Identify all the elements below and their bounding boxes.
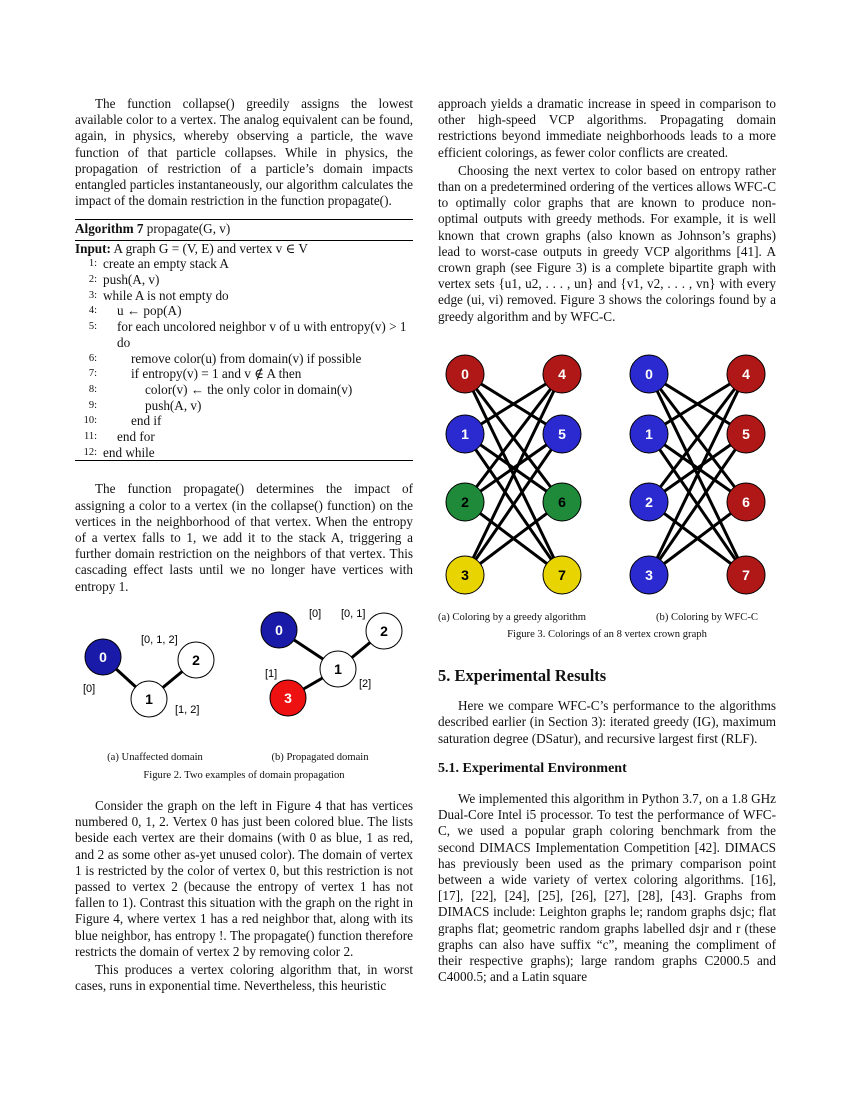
fig2a-domain-2: [0, 1, 2] xyxy=(141,633,178,646)
algorithm-line xyxy=(75,272,413,288)
algorithm-line-code: for each uncolored neighbor v of u with entropy(v) > 1 do xyxy=(117,319,407,350)
algorithm-line xyxy=(75,398,413,414)
fig3b-label-4: 4 xyxy=(742,366,750,382)
algorithm-line-code: if entropy(v) = 1 and v ∉ A then xyxy=(131,366,302,382)
algorithm-line-code: push(A, v) xyxy=(103,272,160,288)
fig2b-domain-3: [1] xyxy=(265,667,278,680)
fig2b-domain-0: [0] xyxy=(309,607,322,620)
paragraph-implementation: We implemented this algorithm in Python 3.7, on a 1.8 GHz Dual-Core Intel i5 processor. To test the performance of WFC-C, we used a popular graph coloring benchmark from the second DIMACS Implementation Competition [42]. DIMACS has previously been used as the primary comparison point between a wide variety of vertex coloring algorithms. [16], [17], [22], [24], [25], [26], [27], [28], [43]. Graphs from DIMACS include: Leighton graphs le; random graphs dsjc; flat graphs flat; geometric random graphs labelled dsjr and r (these graphs can also have suffix “c”, meaning the compliment of their respective graphs); large random graphs C2000.5 and C4000.5; and a Latin square xyxy=(438,791,776,985)
algorithm-line-number: 3: xyxy=(88,289,97,301)
algorithm-line xyxy=(75,382,413,398)
algorithm-line xyxy=(75,288,413,304)
figure-3-graphs xyxy=(438,345,776,605)
algorithm-line-number: 9: xyxy=(88,399,97,411)
algorithm-label: Algorithm 7 xyxy=(75,221,144,237)
algorithm-name: propagate(G, v) xyxy=(146,221,231,237)
fig2-caption: Figure 2. Two examples of domain propagation xyxy=(143,770,345,781)
algorithm-block xyxy=(75,219,413,461)
algorithm-line-number: 11: xyxy=(83,431,97,443)
right-bottom-text xyxy=(438,668,776,985)
fig3b-label-5: 5 xyxy=(742,426,750,442)
left-bottom-text xyxy=(75,798,413,994)
algorithm-line xyxy=(75,413,413,429)
algorithm-line-number: 8: xyxy=(88,383,97,395)
algorithm-line xyxy=(75,256,413,272)
subsection-heading: 5.1. Experimental Environment xyxy=(438,760,627,776)
fig2a-label-2: 2 xyxy=(192,651,200,668)
fig3b-label-1: 1 xyxy=(645,426,653,442)
figure-2-captions xyxy=(75,752,413,781)
algorithm-line-number: 4: xyxy=(88,305,97,317)
algorithm-line-code: push(A, v) xyxy=(145,397,202,413)
fig2b-label-1: 1 xyxy=(334,660,342,677)
fig3a-label-2: 2 xyxy=(461,494,469,510)
fig3-subcaption-a: (a) Coloring by a greedy algorithm xyxy=(438,612,586,623)
section-heading: 5. Experimental Results xyxy=(438,666,607,685)
fig3-subcaption-b: (b) Coloring by WFC-C xyxy=(656,612,758,623)
algorithm-line-number: 2: xyxy=(88,274,97,286)
algorithm-line-code: color(v) ← the only color in domain(v) xyxy=(145,381,353,397)
paragraph-collapse: The function collapse() greedily assigns the lowest available color to a vertex. The analog equivalent can be found, again, in physics, whereby observing a particle, the wave function of that particle collapses. While in physics, the propagation of restriction of a particle’s domain impacts entangled particles instantaneously, our algorithm calculates the impact of the domain restriction in the function propagate(). xyxy=(75,96,413,209)
fig2a-label-0: 0 xyxy=(99,648,107,665)
paragraph-entropy: Choosing the next vertex to color based on entropy rather than on a predetermined ordering of the vertices allows WFC-C to optimally color graphs that are known to produce non-optimal outputs with greedy methods. For example, it is well known that crown graphs (also known as Johnson’s graphs) lead to worst-case outputs in greedy VCP algorithms [41]. A crown graph (see Figure 3) is a complete bipartite graph with vertex sets {u1, u2, . . . , un} and {v1, v2, . . . , vn} with every edge (ui, vi) removed. Figure 3 shows the colorings found by a greedy algorithm and by WFC-C. xyxy=(438,162,776,324)
fig2b-domain-2: [0, 1] xyxy=(341,607,366,620)
fig3b-label-7: 7 xyxy=(742,567,750,583)
algorithm-line xyxy=(75,429,413,445)
algorithm-line xyxy=(75,319,413,350)
algorithm-line xyxy=(75,351,413,367)
algorithm-line-number: 7: xyxy=(88,368,97,380)
figure-3 xyxy=(438,345,776,645)
algorithm-line xyxy=(75,445,413,461)
fig3b-label-2: 2 xyxy=(645,494,653,510)
paragraph-compare: Here we compare WFC-C’s performance to the algorithms described earlier (in Section 3): iterated greedy (IG), maximum saturation degree (DSatur), and recursive largest first (RLF). xyxy=(438,698,776,746)
fig3a-label-4: 4 xyxy=(558,366,566,382)
algorithm-line-code: remove color(u) from domain(v) if possible xyxy=(131,350,362,366)
algorithm-input-label: Input: xyxy=(75,240,111,256)
fig3a-label-7: 7 xyxy=(558,567,566,583)
fig3a-label-5: 5 xyxy=(558,426,566,442)
algorithm-line-code: end while xyxy=(103,444,155,460)
algorithm-line-number: 12: xyxy=(83,446,97,458)
fig2b-label-0: 0 xyxy=(275,621,283,638)
algorithm-line-code: end for xyxy=(117,429,155,445)
right-column xyxy=(438,96,776,325)
fig2b-label-2: 2 xyxy=(380,622,388,639)
fig3b-label-0: 0 xyxy=(645,366,653,382)
algorithm-line-number: 5: xyxy=(88,321,97,333)
algorithm-line-code: while A is not empty do xyxy=(103,287,229,303)
fig3a-label-0: 0 xyxy=(461,366,469,382)
algorithm-line-code: create an empty stack A xyxy=(103,256,229,272)
fig2b-domain-1: [2] xyxy=(359,677,372,690)
fig3a-label-6: 6 xyxy=(558,494,566,510)
fig3b-label-3: 3 xyxy=(645,567,653,583)
algorithm-line xyxy=(75,366,413,382)
algorithm-title xyxy=(75,220,413,240)
fig2a-domain-1: [1, 2] xyxy=(175,703,200,716)
fig2b-label-3: 3 xyxy=(284,689,292,706)
algorithm-line-code: u ← pop(A) xyxy=(117,303,182,319)
algorithm-line-code: end if xyxy=(131,413,162,429)
fig3a-label-1: 1 xyxy=(461,426,469,442)
algorithm-input xyxy=(75,241,413,257)
fig2-subcaption-b: (b) Propagated domain xyxy=(271,752,369,763)
algorithm-line-number: 1: xyxy=(88,258,97,270)
algorithm-line-number: 10: xyxy=(83,415,97,427)
paragraph-figure4: Consider the graph on the left in Figure 4 that has vertices numbered 0, 1, 2. Vertex 0 has just been colored blue. The lists beside each vertex are their domains (with 0 as blue, 1 as red, and 2 as some other as-yet unused color). The domain of vertex 1 is restricted by the color of vertex 0, but this restriction is not passed to vertex 2 (because the entropy of vertex 1 has not fallen to 1). Contrast this situation with the graph on the right in Figure 4, where vertex 1 has a red neighbor that, along with its blue neighbor, has entropy !. The propagate() function therefore restricts the domain of vertex 2 by removing color 2. xyxy=(75,798,413,959)
paragraph-propagate: The function propagate() determines the impact of assigning a color to a vertex (in the collapse() function) on the vertices in the neighborhood of that vertex. When the entropy of a vertex falls to 1, we add it to the stack A, triggering a further domain restriction on the neighbors of that vertex. This cascading effect lasts until we no longer have vertices with entropy 1. xyxy=(75,481,413,594)
fig3a-label-3: 3 xyxy=(461,567,469,583)
algorithm-lines xyxy=(75,256,413,460)
paragraph-approach: approach yields a dramatic increase in speed in comparison to other high-speed VCP algorithms. Propagating domain restrictions beyond immediate neighborhoods leads to a more efficient colorings, as fewer color conflicts are created. xyxy=(438,96,776,160)
fig3b-label-6: 6 xyxy=(742,494,750,510)
algorithm-input-text: A graph G = (V, E) and vertex v ∈ V xyxy=(113,240,308,256)
fig2-subcaption-a: (a) Unaffected domain xyxy=(107,752,203,763)
algorithm-line-number: 6: xyxy=(88,352,97,364)
fig2a-label-1: 1 xyxy=(145,690,153,707)
paragraph-heuristic: This produces a vertex coloring algorithm that, in worst cases, runs in exponential time. Nevertheless, this heuristic xyxy=(75,962,413,994)
left-column xyxy=(75,96,413,785)
fig2a-domain-0: [0] xyxy=(83,682,96,695)
algorithm-line xyxy=(75,303,413,319)
fig3-caption: Figure 3. Colorings of an 8 vertex crown graph xyxy=(507,629,707,640)
